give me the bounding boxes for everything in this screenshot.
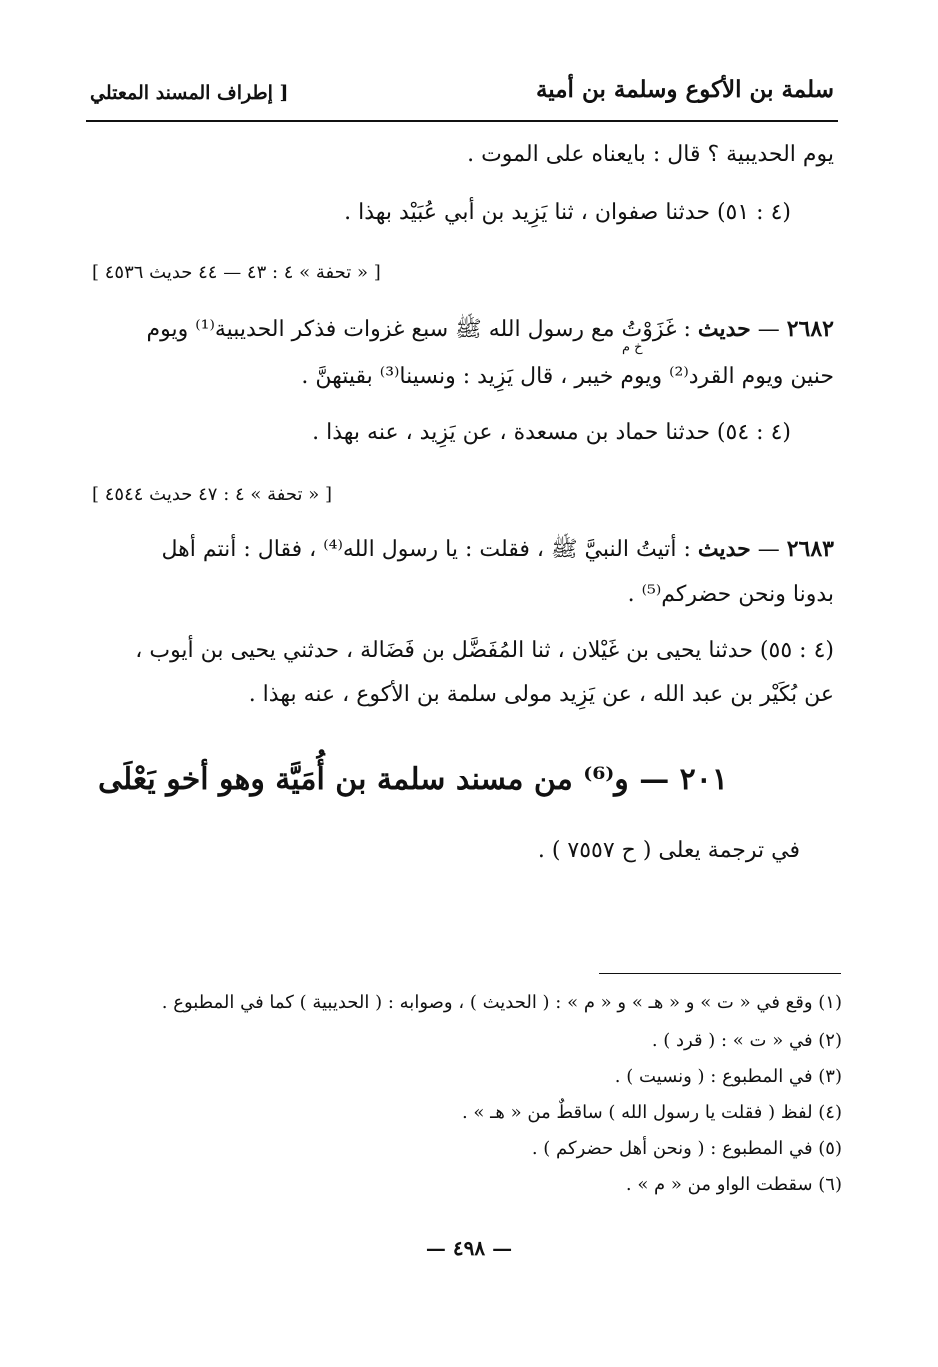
footnote: (٥) في المطبوع : ( ونحن أهل حضركم ) . — [531, 1138, 842, 1159]
dash: — — [750, 317, 787, 342]
hadith-number: ٢٦٨٢ — [786, 316, 834, 342]
header-divider — [86, 120, 838, 122]
hadith-text: : غَزَوْتُ مع رسول الله ﷺ سبع غزوات فذكر الحديبية⁽¹⁾ ويوم — [146, 317, 698, 342]
footnote-divider — [599, 973, 841, 974]
tuhfa-reference: [ « تحفة » ٤ : ٤٧ حديث ٤٥٤٤ ] — [92, 484, 332, 505]
hadith-2682-line-2: حنين ويوم القرد⁽²⁾ ويوم خيبر ، قال يَزِيد : ونسينا⁽³⁾ بقيتهنَّ . — [301, 364, 834, 389]
page-number: — ٤٩٨ — — [425, 1236, 513, 1260]
running-head-book: [ إطراف المسند المعتلي — [90, 82, 289, 104]
chain-line: (٤ : ٥٤) حدثنا حماد بن مسعدة ، عن يَزِيد ، عنه بهذا . — [312, 420, 791, 445]
footnote: (٣) في المطبوع : ( ونسيت ) . — [614, 1066, 842, 1087]
running-head-title: سلمة بن الأكوع وسلمة بن أمية — [535, 76, 834, 103]
hadith-2683-line-1 — [162, 534, 834, 565]
footnote: (٤) لفظ ( فقلت يا رسول الله ) ساقطٌ من « هـ » . — [461, 1102, 842, 1123]
hadith-2682-line-1 — [146, 314, 834, 345]
hadith-keyword: حديث — [697, 536, 751, 562]
footnote: (٢) في « ت » : ( قرد ) . — [651, 1030, 842, 1051]
text-line: يوم الحديبية ؟ قال : بايعناه على الموت . — [467, 142, 834, 167]
section-cross-reference: في ترجمة يعلى ( ح ٧٥٥٧ ) . — [537, 838, 800, 863]
siglum-annotation: خ م — [622, 340, 643, 355]
footnote: (١) وقع في « ت » و « هـ » و « م » : ( الحديث ) ، وصوابه : ( الحديبية ) كما في المطبوع . — [161, 992, 842, 1013]
hadith-keyword: حديث — [697, 316, 751, 342]
dash: — — [750, 537, 787, 562]
section-heading: ٢٠١ — و⁽⁶⁾ من مسند سلمة بن أُمَيَّة وهو أخو يَعْلَى — [98, 762, 728, 797]
hadith-number: ٢٦٨٣ — [786, 536, 834, 562]
hadith-text: : أتيتُ النبيَّ ﷺ ، فقلت : يا رسول الله⁽⁴⁾ ، فقال : أنتم أهل — [161, 537, 698, 562]
chain-line: عن بُكَيْر بن عبد الله ، عن يَزِيد مولى سلمة بن الأكوع ، عنه بهذا . — [248, 682, 834, 707]
footnote: (٦) سقطت الواو من « م » . — [625, 1174, 842, 1195]
hadith-2683-line-2: بدونا ونحن حضركم⁽⁵⁾ . — [627, 582, 834, 607]
tuhfa-reference: [ « تحفة » ٤ : ٤٣ — ٤٤ حديث ٤٥٣٦ ] — [92, 262, 381, 283]
chain-line: (٤ : ٥١) حدثنا صفوان ، ثنا يَزِيد بن أبي عُبَيْد بهذا . — [344, 200, 791, 225]
chain-line: (٤ : ٥٥) حدثنا يحيى بن غَيْلان ، ثنا المُفَضَّل بن فَضَالة ، حدثني يحيى بن أيوب ، — [135, 638, 834, 663]
